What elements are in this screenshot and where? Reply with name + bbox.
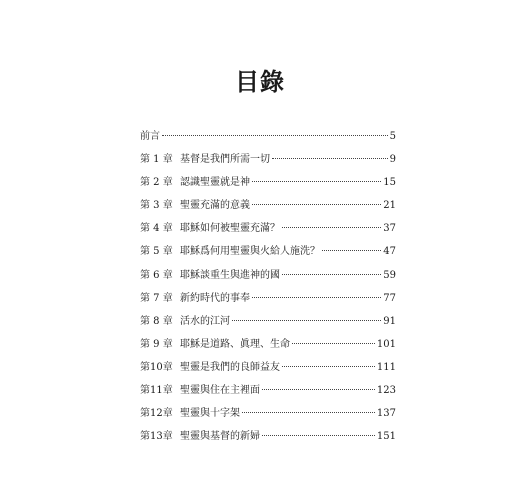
toc-entry-title: 聖靈與住在主裡面: [180, 385, 260, 397]
toc-page-number: 151: [376, 431, 396, 443]
dot-leader: [242, 412, 375, 413]
toc-entry: [140, 245, 396, 268]
dot-leader: [272, 158, 388, 159]
toc-chapter-number: 第13章: [140, 431, 173, 443]
toc-page-number: 9: [389, 154, 396, 166]
toc-chapter-number: 第10章: [140, 361, 173, 373]
toc-page-number: 137: [376, 408, 396, 420]
toc-entry-title: 新約時代的事奉: [180, 292, 250, 304]
toc-entry-title: 耶穌如何被聖靈充滿？: [180, 223, 280, 235]
toc-entry-title: 聖靈與基督的新婦: [180, 431, 260, 443]
toc-chapter-number: 第 6 章: [140, 269, 173, 281]
toc-entry-title: 聖靈充滿的意義: [180, 200, 250, 212]
dot-leader: [232, 320, 381, 321]
dot-leader: [262, 389, 375, 390]
toc-entry-title: 認識聖靈就是神: [180, 177, 250, 189]
dot-leader: [292, 343, 375, 344]
toc-entry-title: 活水的江河: [180, 315, 230, 327]
toc-entry-title: 聖靈與十字架: [180, 408, 240, 420]
toc-page-number: 123: [376, 385, 396, 397]
toc-entry-title: 耶穌爲何用聖靈與火給人施洗？: [180, 246, 320, 258]
dot-leader: [252, 204, 381, 205]
toc-chapter-number: 第11章: [140, 385, 173, 397]
toc-chapter-number: 第 9 章: [140, 338, 173, 350]
dot-leader: [282, 366, 375, 367]
toc-page-number: 111: [376, 361, 396, 373]
toc-chapter-number: 第 5 章: [140, 246, 173, 258]
page-title: 目錄: [235, 67, 285, 96]
toc-entry: [140, 222, 396, 245]
toc-entry: [140, 292, 396, 315]
toc-entry: [140, 199, 396, 222]
toc-page-number: 5: [389, 131, 396, 142]
toc-entry: [140, 153, 396, 176]
toc-chapter-number: 第 1 章: [140, 154, 173, 166]
toc-entry: [140, 384, 396, 407]
dot-leader: [322, 250, 381, 251]
toc-page-number: 101: [376, 338, 396, 350]
dot-leader: [162, 135, 388, 136]
toc-chapter-number: 第12章: [140, 408, 173, 420]
toc-page-number: 91: [383, 315, 396, 327]
toc-entry-title: 耶穌談重生與進神的國: [180, 269, 280, 281]
toc-entry: [140, 338, 396, 361]
toc-chapter-number: 第 8 章: [140, 315, 173, 327]
toc-page-number: 47: [383, 246, 396, 258]
toc-entry: [140, 361, 396, 384]
dot-leader: [262, 435, 375, 436]
toc-entry-title: 耶穌是道路、眞理、生命: [180, 338, 290, 350]
toc-page-number: 15: [383, 177, 396, 189]
toc-entry: [140, 315, 396, 338]
toc-entry: [140, 407, 396, 430]
toc-entry-title: 前言: [140, 131, 160, 142]
toc-chapter-number: 第 2 章: [140, 177, 173, 189]
toc-entry-title: 聖靈是我們的良師益友: [180, 361, 280, 373]
dot-leader: [252, 297, 381, 298]
toc-entry: [140, 176, 396, 199]
toc-entry-preface: [140, 130, 396, 153]
toc-entry: [140, 430, 396, 453]
toc-chapter-number: 第 7 章: [140, 292, 173, 304]
toc-chapter-number: 第 3 章: [140, 200, 173, 212]
table-of-contents: [140, 130, 396, 453]
toc-entry: [140, 269, 396, 292]
toc-page-number: 77: [383, 292, 396, 304]
toc-page-number: 59: [383, 269, 396, 281]
toc-page-number: 37: [383, 223, 396, 235]
dot-leader: [282, 274, 381, 275]
toc-chapter-number: 第 4 章: [140, 223, 173, 235]
dot-leader: [252, 181, 381, 182]
toc-entry-title: 基督是我們所需一切: [180, 154, 270, 166]
dot-leader: [282, 227, 381, 228]
toc-page-number: 21: [383, 200, 396, 212]
